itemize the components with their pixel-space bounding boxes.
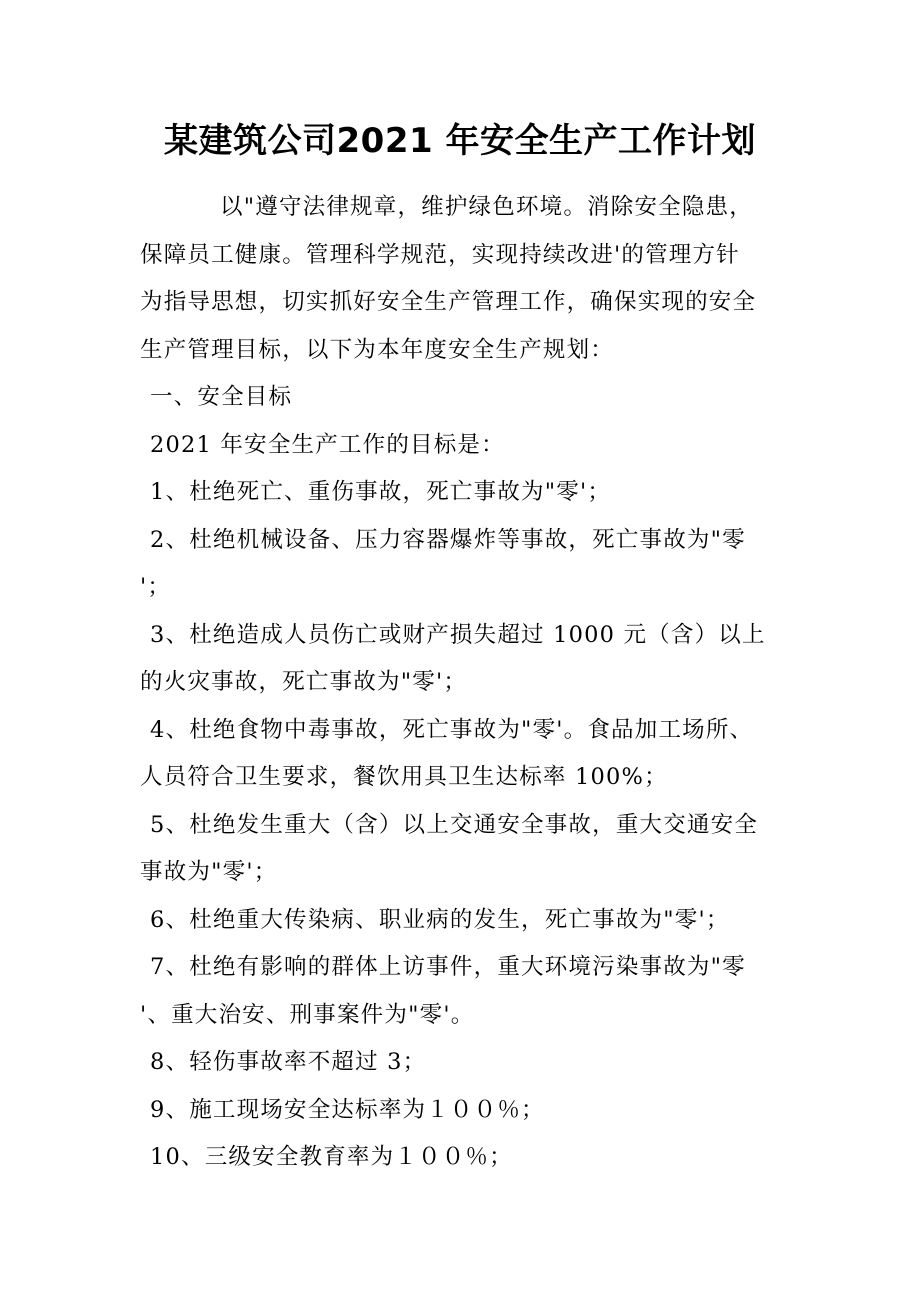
section-heading: [140, 374, 790, 422]
goal-item-line: 6、杜绝重大传染病、职业病的发生，死亡事故为"零'；: [150, 906, 730, 933]
goal-item-3: [140, 612, 790, 707]
goal-item-line: '、重大治安、刑事案件为"零'。: [140, 1001, 475, 1028]
goal-item-line: 4、杜绝食物中毒事故，死亡事故为"零'。食品加工场所、: [150, 716, 754, 743]
intro-line: 生产管理目标，以下为本年度安全生产规划：: [140, 336, 615, 363]
goal-item-line: '；: [140, 574, 172, 600]
intro-line: 保障员工健康。管理科学规范，实现持续改进'的管理方针: [140, 241, 740, 268]
goal-item-line: 1、杜绝死亡、重伤事故，死亡事故为"零'；: [150, 479, 612, 505]
goal-item-line: 3、杜绝造成人员伤亡或财产损失超过 1000 元（含）以上: [150, 621, 766, 648]
goal-item-line: 的火灾事故，死亡事故为"零'；: [140, 669, 468, 695]
section-heading-text: 一、安全目标: [150, 384, 293, 410]
intro-line: 为指导思想，切实抓好安全生产管理工作，确保实现的安全: [140, 289, 757, 315]
goal-item-1: [140, 469, 790, 517]
goal-item-line: 7、杜绝有影响的群体上访事件，重大环境污染事故为"零: [150, 954, 746, 980]
goal-item-line: 10、三级安全教育率为１００％；: [150, 1144, 513, 1170]
document-body: [140, 184, 790, 1182]
goal-item-7: [140, 944, 790, 1039]
goal-item-line: 事故为"零'；: [140, 859, 278, 885]
goal-item-line: 人员符合卫生要求，餐饮用具卫生达标率 100%；: [140, 764, 668, 790]
goal-item-10: [140, 1134, 790, 1182]
goal-item-line: 9、施工现场安全达标率为１００％；: [150, 1096, 545, 1123]
goal-item-line: 8、轻伤事故率不超过 3；: [150, 1049, 427, 1075]
goal-item-2: [140, 517, 790, 612]
goal-item-6: [140, 897, 790, 945]
document-title: 某建筑公司2021 年安全生产工作计划: [164, 121, 756, 161]
intro-line: 以"遵守法律规章，维护绿色环境。消除安全隐患，: [220, 194, 753, 220]
goal-item-line: 2、杜绝机械设备、压力容器爆炸等事故，死亡事故为"零: [150, 526, 746, 553]
goal-item-8: [140, 1039, 790, 1087]
goal-item-9: [140, 1087, 790, 1135]
goal-item-5: [140, 802, 790, 897]
intro-paragraph: [140, 184, 790, 374]
goal-item-line: 5、杜绝发生重大（含）以上交通安全事故，重大交通安全: [150, 811, 759, 838]
section-lead-text: 2021 年安全生产工作的目标是：: [150, 431, 505, 458]
goal-item-4: [140, 707, 790, 802]
section-lead: [140, 422, 790, 470]
